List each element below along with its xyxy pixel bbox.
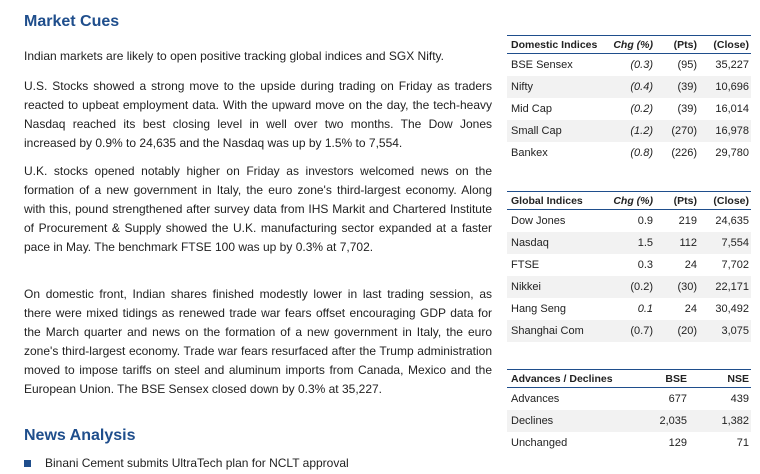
row-nse: 1,382 <box>689 410 751 432</box>
row-chg: 0.3 <box>607 254 655 276</box>
table-row <box>507 232 751 254</box>
row-nse: 71 <box>689 432 751 454</box>
paragraph-domestic: On domestic front, Indian shares finished modestly lower in last trading session, as there were mixed tidings as renewed trade war fears offset encouraging GDP data for the March quarter and news on the formation of a new government in Italy, the euro zone's third-largest economy. Trade war fears resurfaced after the Trump administration moved to impose tariffs on steel and aluminum imports from Canada, Mexico and the European Union. The BSE Sensex closed down by 0.3% at 35,227. <box>24 287 492 396</box>
header-nse: NSE <box>689 370 751 388</box>
table-row <box>507 388 751 411</box>
row-pts: 24 <box>655 254 699 276</box>
table-row <box>507 410 751 432</box>
row-bse: 2,035 <box>627 410 689 432</box>
row-name: Mid Cap <box>507 98 607 120</box>
table-row <box>507 210 751 233</box>
header-chg: Chg (%) <box>607 36 655 54</box>
paragraph-us-stocks: U.S. Stocks showed a strong move to the upside during trading on Friday as traders reacted to upbeat employment data. With the upward move on the day, the tech-heavy Nasdaq reached its best closing level in well over two months. The Dow Jones increased by 0.9% to 24,635 and the Nasdaq was up by 1.5% to 7,554. <box>24 79 492 150</box>
row-chg: (0.3) <box>607 54 655 77</box>
row-name: Shanghai Com <box>507 320 607 342</box>
header-pts: (Pts) <box>655 192 699 210</box>
row-close: 30,492 <box>699 298 751 320</box>
table-row <box>507 298 751 320</box>
row-name: Small Cap <box>507 120 607 142</box>
row-chg: 1.5 <box>607 232 655 254</box>
row-close: 10,696 <box>699 76 751 98</box>
row-pts: 219 <box>655 210 699 233</box>
row-chg: (0.8) <box>607 142 655 164</box>
row-close: 22,171 <box>699 276 751 298</box>
table-header-row <box>507 36 751 54</box>
row-pts: (20) <box>655 320 699 342</box>
header-chg: Chg (%) <box>607 192 655 210</box>
header-pts: (Pts) <box>655 36 699 54</box>
table-row <box>507 432 751 454</box>
row-close: 7,554 <box>699 232 751 254</box>
header-global-indices: Global Indices <box>507 192 607 210</box>
table-row <box>507 276 751 298</box>
header-bse: BSE <box>627 370 689 388</box>
news-analysis-title: News Analysis <box>24 427 136 444</box>
header-advances-declines: Advances / Declines <box>507 370 627 388</box>
advances-declines-table <box>507 369 751 454</box>
row-chg: (0.4) <box>607 76 655 98</box>
table-row <box>507 98 751 120</box>
table-row <box>507 142 751 164</box>
row-chg: 0.1 <box>607 298 655 320</box>
row-chg: (0.2) <box>607 276 655 298</box>
table-row <box>507 254 751 276</box>
table-header-row <box>507 370 751 388</box>
row-pts: (226) <box>655 142 699 164</box>
row-name: Hang Seng <box>507 298 607 320</box>
row-pts: (30) <box>655 276 699 298</box>
row-close: 16,978 <box>699 120 751 142</box>
row-name: Nikkei <box>507 276 607 298</box>
row-pts: (270) <box>655 120 699 142</box>
row-name: Dow Jones <box>507 210 607 233</box>
row-close: 29,780 <box>699 142 751 164</box>
row-chg: 0.9 <box>607 210 655 233</box>
row-pts: 112 <box>655 232 699 254</box>
row-pts: (39) <box>655 98 699 120</box>
row-pts: (39) <box>655 76 699 98</box>
table-header-row <box>507 192 751 210</box>
row-close: 7,702 <box>699 254 751 276</box>
row-name: FTSE <box>507 254 607 276</box>
paragraph-uk-stocks: U.K. stocks opened notably higher on Friday as investors welcomed news on the formation of a new government in Italy, the euro zone's third-largest economy. Along with this, pound strengthened after survey data from IHS Markit and Chartered Institute of Procurement & Supply showed the U.K. manufacturing sector expanded at a faster pace in May. The benchmark FTSE 100 was up by 0.3% at 7,702. <box>24 164 492 254</box>
domestic-indices-table <box>507 35 751 164</box>
bullet-square-icon <box>24 460 31 467</box>
news-item <box>24 456 349 470</box>
row-close: 24,635 <box>699 210 751 233</box>
row-bse: 677 <box>627 388 689 411</box>
header-domestic-indices: Domestic Indices <box>507 36 607 54</box>
row-pts: (95) <box>655 54 699 77</box>
table-row <box>507 120 751 142</box>
table-row <box>507 320 751 342</box>
row-close: 16,014 <box>699 98 751 120</box>
row-name: Advances <box>507 388 627 411</box>
header-close: (Close) <box>699 36 751 54</box>
row-name: Nifty <box>507 76 607 98</box>
row-name: Nasdaq <box>507 232 607 254</box>
row-name: Bankex <box>507 142 607 164</box>
global-indices-table <box>507 191 751 342</box>
row-close: 35,227 <box>699 54 751 77</box>
row-chg: (0.2) <box>607 98 655 120</box>
row-bse: 129 <box>627 432 689 454</box>
row-name: Declines <box>507 410 627 432</box>
row-name: BSE Sensex <box>507 54 607 77</box>
market-cues-title: Market Cues <box>24 13 120 30</box>
table-row <box>507 76 751 98</box>
row-pts: 24 <box>655 298 699 320</box>
news-item-text: Binani Cement submits UltraTech plan for NCLT approval <box>45 456 349 470</box>
row-close: 3,075 <box>699 320 751 342</box>
header-close: (Close) <box>699 192 751 210</box>
paragraph-intro: Indian markets are likely to open positive tracking global indices and SGX Nifty. <box>24 49 444 63</box>
row-name: Unchanged <box>507 432 627 454</box>
row-chg: (1.2) <box>607 120 655 142</box>
row-nse: 439 <box>689 388 751 411</box>
row-chg: (0.7) <box>607 320 655 342</box>
table-row <box>507 54 751 77</box>
